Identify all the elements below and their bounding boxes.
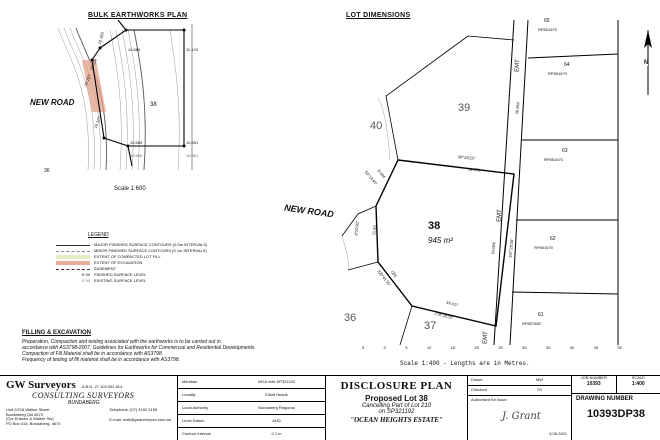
legend-item-excavation: EXTENT OF EXCAVATION <box>56 260 216 266</box>
neighbour-ref: RP851670 <box>548 71 567 76</box>
adjacent-lot: 39 <box>458 102 471 114</box>
adjacent-lot: 36 <box>344 312 357 324</box>
neighbour-ref: RP807682 <box>522 321 541 326</box>
lot-dimensions-panel <box>283 0 660 375</box>
legend-item-fsl: E.90 FINISHED SURFACE LEVEL <box>81 271 147 277</box>
company-name: GW Surveyors <box>6 379 76 391</box>
level-label: 10.297 <box>82 73 92 87</box>
level-label: 10.127 <box>92 115 102 129</box>
details-row: Meridian MGA vide SP321192 <box>178 376 325 389</box>
company-abn: A.B.N. 27 103 001 814 <box>81 384 123 389</box>
signoff-block <box>468 376 572 440</box>
lot-road-label: NEW ROAD <box>283 202 335 220</box>
legend-item-fill: EXTENT OF COMPACTED LOT FILL <box>56 254 216 260</box>
disclosure-line3: on SP321192 <box>378 409 415 415</box>
level-label: 10.565 <box>130 140 143 145</box>
signoff-date: 5.08.2021 <box>549 431 567 437</box>
legend-item-easement: EASEMENT <box>56 266 216 272</box>
job-block <box>572 376 660 440</box>
details-row: Level Datum AHD <box>178 415 325 428</box>
drawing-number-label: DRAWING NUMBER <box>576 396 633 402</box>
notes-line: Compaction of Fill Material shall be in accordance with AS3798. <box>22 351 163 357</box>
level-label: 10.665 <box>130 153 143 158</box>
notes-line: Frequency of testing of fill material shall be in accordance with AS3798. <box>22 357 180 363</box>
dimension-label: 50°14'45" <box>363 169 379 186</box>
company-contact: Telephone: (07) 4152 0155 E-mail: mail@gwsurveyors.com.au <box>109 407 171 422</box>
neighbour-lot: 63 <box>562 148 568 154</box>
dimension-label: 98°28'25" <box>457 154 476 161</box>
legend-title: LEGEND <box>88 232 109 238</box>
adjacent-lot: 40 <box>370 120 383 132</box>
dimension-label: (20) <box>390 269 399 279</box>
drawing-number: 10393DP38 <box>586 408 646 421</box>
dimension-label: 30.964 <box>514 101 521 115</box>
title-block <box>0 375 660 440</box>
dimension-label: 320°41'25" <box>376 268 393 287</box>
details-row: Local Authority Bundaberg Regional <box>178 402 325 415</box>
dimension-label: 278°28'25" <box>433 310 454 321</box>
emt-label: EMT <box>514 59 522 73</box>
dimension-label: 34.096 <box>490 241 497 255</box>
legend-item-minor: MINOR FINISHED SURFACE CONTOURS (0.1m INTERVALS) <box>56 248 216 254</box>
legend-item-esl: E.90 EXISTING SURFACE LEVEL <box>81 277 147 283</box>
disclosure-line2: Cancelling Part of Lot 210 <box>361 403 432 409</box>
legend-item-major: MAJOR FINISHED SURFACE CONTOURS (0.5m INTERVALS) <box>56 242 216 248</box>
neighbour-lot: 65 <box>544 18 550 24</box>
dimension-label: 8°29'20" <box>353 220 360 236</box>
drawn-row: Drawn MW <box>468 376 571 386</box>
dimension-label: 187°29'20" <box>507 238 515 259</box>
signature: J. Grant <box>502 410 541 422</box>
neighbour-ref: RP851670 <box>538 27 557 32</box>
lot-plan-title: LOT DIMENSIONS <box>346 12 411 19</box>
neighbour-ref: RP851670 <box>544 157 563 162</box>
disclosure-title: DISCLOSURE PLAN <box>340 380 453 392</box>
disclosure-estate: "OCEAN HEIGHTS ESTATE" <box>350 416 443 424</box>
disclosure-block <box>326 376 468 440</box>
company-address: Unit 2/218 Walker Street Bundaberg Qld 4670 (Cnr Eriksen & Walker Sts) PO Box 416, Bundaberg, 4670 <box>6 407 61 426</box>
level-label: 10.119 <box>88 57 98 71</box>
earthworks-notes <box>22 330 318 363</box>
bulk-earthworks-panel <box>0 0 318 375</box>
bulk-road-label: NEW ROAD <box>30 98 75 107</box>
dimension-label: 11.63 <box>371 225 378 236</box>
lot-scale-text: Scale 1:400 - Lengths are in Metres. <box>400 360 530 367</box>
lot-number: 38 <box>428 220 441 232</box>
legend <box>56 232 216 284</box>
bulk-plan-title: BULK EARTHWORKS PLAN <box>88 12 188 19</box>
company-tagline: CONSULTING SURVEYORS <box>32 391 135 400</box>
bulk-lot-number: 38 <box>150 102 157 108</box>
level-label: 11.129 <box>186 47 198 52</box>
level-label: 10.665 <box>128 47 141 52</box>
details-row: Contour Interval 0.1 m <box>182 430 282 436</box>
lot-area: 945 m² <box>428 236 453 245</box>
details-table <box>178 376 326 440</box>
level-label: 10.183 <box>96 31 105 45</box>
notes-title: FILLING & EXCAVATION <box>22 330 91 336</box>
disclosure-subtitle: Proposed Lot 38 <box>365 394 428 403</box>
neighbour-lot: 64 <box>564 62 570 68</box>
emt-label: EMT <box>496 209 504 223</box>
details-row: Locality Elliott Heads <box>178 389 325 402</box>
neighbour-lot: 62 <box>550 236 556 242</box>
scale-cell: SCALE 1:400 <box>631 375 645 387</box>
neighbour-lot: 61 <box>538 312 544 318</box>
scale-ticks: 5 0 5 10 15 20 25 30 35 40 45 50 <box>362 345 622 350</box>
north-label: N <box>644 60 649 66</box>
company-city: BUNDABERG <box>68 400 100 406</box>
bulk-lot-left: 36 <box>44 168 50 174</box>
notes-line: Preparation, Compaction and testing associated with the earthworks is to be carried out in <box>22 339 221 345</box>
neighbour-ref: RP851670 <box>534 245 553 250</box>
authorised-label: Authorised for Issue <box>471 397 507 402</box>
adjacent-lot: 37 <box>424 320 437 332</box>
level-label: 10.951 <box>186 140 199 145</box>
notes-line: accordance with AS3798-2007, Guidelines for Earthworks for Commercial and Residential Developments. <box>22 345 256 351</box>
signature-area <box>468 405 571 440</box>
bulk-scale: Scale 1:600 <box>114 186 146 192</box>
level-label: 10.951 <box>186 153 199 158</box>
checked-row: Checked TG <box>468 386 571 396</box>
emt-label: EMT <box>482 331 490 345</box>
dimension-label: 8.594 <box>376 168 387 180</box>
dimension-label: 19.417 <box>445 299 459 308</box>
job-number-cell: JOB NUMBER 10393 <box>572 376 617 393</box>
company-block <box>0 376 178 440</box>
dimension-label: 19.578 <box>467 166 481 173</box>
